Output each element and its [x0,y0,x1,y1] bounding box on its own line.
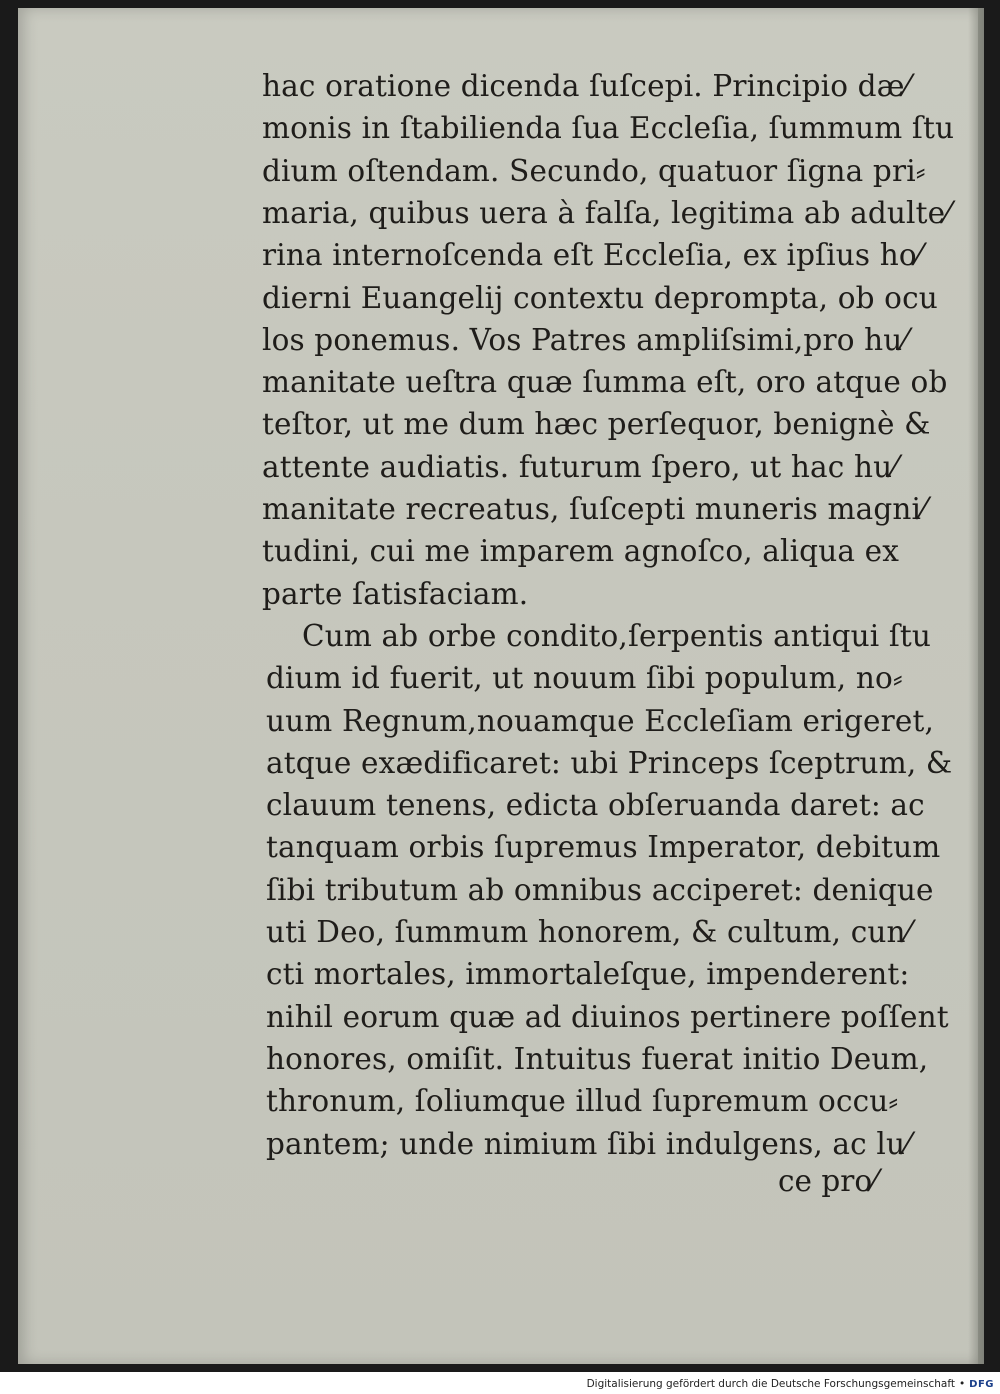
book-page [18,8,984,1364]
text-line: atque exædificaret: ubi Princeps ſceptrum, & [266,745,953,780]
dfg-logo: DFG [969,1378,994,1390]
text-line: dium id fuerit, ut nouum ſibi populum, no⸗ [266,661,903,696]
text-line: monis in ſtabilienda ſua Eccleſia, ſummum ſtu [262,111,955,146]
text-line: manitate recreatus, ſuſcepti muneris magni⁄ [262,492,927,526]
text-line: maria, quibus uera à falſa, legitima ab adulte⁄ [262,195,951,230]
text-line: uti Deo, ſummum honorem, & cultum, cun⁄ [266,915,911,949]
text-line: honores, omiſit. Intuitus fuerat initio Deum, [266,1041,929,1076]
text-line: clauum tenens, edicta obſeruanda daret: ac [266,788,925,823]
text-line: hac oratione dicenda ſuſcepi. Principio dæ⁄ [262,69,910,103]
footer-credit [587,1375,994,1393]
text-line: los ponemus. Vos Patres ampliſsimi,pro hu⁄ [262,322,908,357]
text-line: dierni Euangelij contextu deprompta, ob ocu [262,280,938,315]
credit-separator: • [958,1378,966,1390]
text-line: cti mortales, immortaleſque, impenderent: [266,957,910,992]
digitization-credit: Digitalisierung gefördert durch die Deutsche Forschungsgemeinschaft [586,1378,955,1390]
text-line: rina internoſcenda eſt Eccleſia, ex ipſius ho⁄ [262,238,922,273]
text-line: tudini, cui me imparem agnoſco, aliqua ex [262,534,900,569]
text-line: dium oſtendam. Secundo, quatuor ſigna pri⸗ [262,153,926,188]
catchword: ce pro⁄ [778,1164,878,1198]
text-line: manitate ueſtra quæ ſumma eſt, oro atque ob [262,365,948,400]
text-line: parte ſatisfaciam. [262,576,529,611]
text-line: nihil eorum quæ ad diuinos pertinere poſſent [266,999,949,1034]
text-line: pantem; unde nimium ſibi indulgens, ac lu⁄ [266,1126,911,1161]
text-line: uum Regnum,nouamque Eccleſiam erigeret, [266,703,935,738]
text-line: ſibi tributum ab omnibus acciperet: denique [266,872,934,907]
text-line: teſtor, ut me dum hæc perſequor, benignè & [262,407,931,442]
text-line: Cum ab orbe condito,ſerpentis antiqui ſtu [302,618,932,653]
text-line: thronum, ſoliumque illud ſupremum occu⸗ [266,1084,899,1119]
text-line: tanquam orbis ſupremus Imperator, debitum [266,830,941,865]
text-line: attente audiatis. futurum ſpero, ut hac hu⁄ [262,449,898,484]
